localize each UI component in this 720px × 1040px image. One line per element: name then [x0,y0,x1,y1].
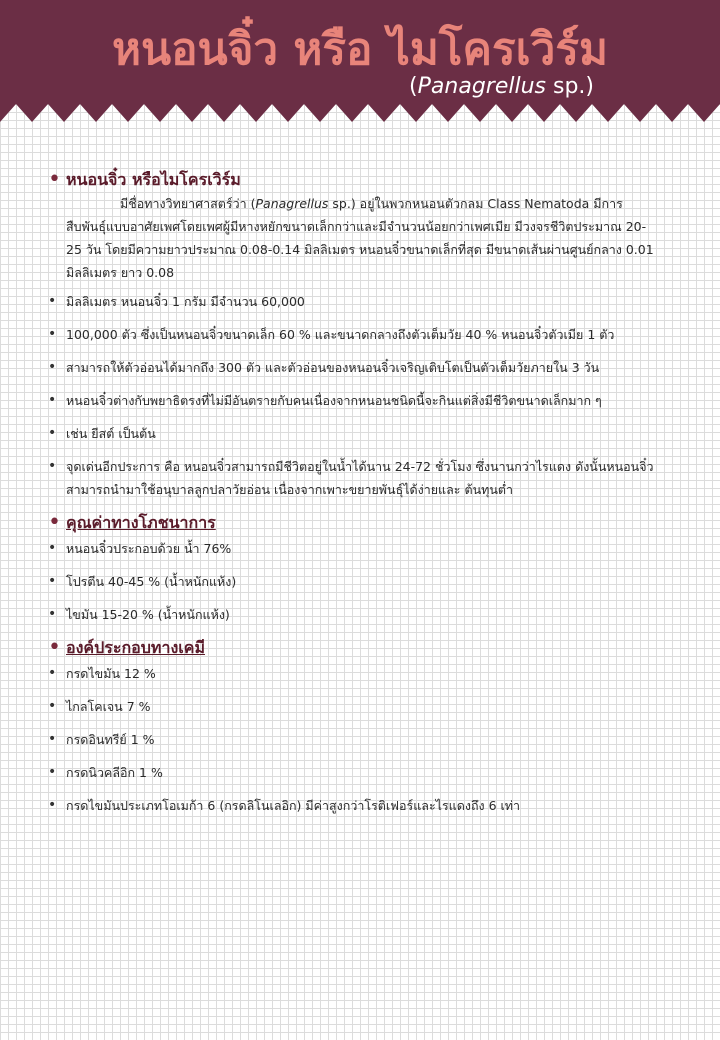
chemistry-list [48,662,658,817]
bullet-icon: • [48,540,57,556]
intro-text-b: sp.) อยู่ในพวกหนอนตัวกลม Class Nematoda มีการสืบพันธุ์แบบอาศัยเพศโดยเพศผู้มีหางหยักขนาดเล็กกว่าและมีจำนวนน้อยกว่าเพศเมีย มีวงจรชีวิตประมาณ 20-25 วัน โดยมีความยาวประมาณ 0.08-0.14 มิลลิเมตร หนอนจิ๋วขนาดเล็กที่สุด มีขนาดเส้นผ่านศูนย์กลาง 0.01 มิลลิเมตร ยาว 0.08 [66,196,654,280]
bullet-icon: • [48,392,57,408]
section-title-overview: หนอนจิ๋ว หรือไมโครเวิร์ม [66,170,241,189]
list-item [48,662,658,685]
list-item-text: สามารถให้ตัวอ่อนได้มากถึง 300 ตัว และตัวอ่อนของหนอนจิ๋วเจริญเติบโตเป็นตัวเต็มวัยภายใน 3 วัน [66,360,600,375]
section-title-nutrition: คุณค่าทางโภชนาการ [66,513,216,532]
intro-scientific-name: Panagrellus [255,196,329,211]
bullet-icon: • [48,797,57,813]
title-banner [0,0,720,122]
bullet-icon: • [48,573,57,589]
bullet-icon: • [48,665,57,681]
section-nutrition [48,511,658,626]
list-item-text: 100,000 ตัว ซึ่งเป็นหนอนจิ๋วขนาดเล็ก 60 % และขนาดกลางถึงตัวเต็มวัย 40 % หนอนจิ๋วตัวเมีย 1 ตัว [66,327,615,342]
list-item [48,695,658,718]
nutrition-list [48,537,658,626]
bullet-icon: • [48,698,57,714]
bullet-icon: • [48,606,57,622]
main-content [48,168,658,827]
list-item-text: เช่น ยีสต์ เป็นต้น [66,426,156,441]
list-item-text: หนอนจิ๋วประกอบด้วย น้ำ 76% [66,541,232,556]
list-item-text: กรดไขมันประเภทโอเมก้า 6 (กรดลิโนเลอิก) มีค่าสูงกว่าโรติเฟอร์และไรแดงถึง 6 เท่า [66,798,521,813]
bullet-icon: • [48,326,57,342]
list-item [48,761,658,784]
bullet-icon: • [48,425,57,441]
section-overview [48,168,658,501]
overview-list [48,290,658,501]
section-chemistry [48,636,658,817]
list-item-text: ไกลโคเจน 7 % [66,699,151,714]
bullet-icon: • [48,458,57,474]
list-item-text: โปรตีน 40-45 % (น้ำหนักแห้ง) [66,574,237,589]
subtitle-open-paren: ( [409,74,418,99]
section-heading [48,511,658,535]
list-item [48,389,658,412]
subtitle-scientific-name: Panagrellus [417,74,546,99]
bullet-icon: • [48,764,57,780]
section-title-chemistry: องค์ประกอบทางเคมี [66,638,205,657]
list-item-text: มิลลิเมตร หนอนจิ๋ว 1 กรัม มีจำนวน 60,000 [66,294,305,309]
list-item-text: กรดนิวคลีอิก 1 % [66,765,163,780]
list-item [48,323,658,346]
list-item [48,290,658,313]
section-heading [48,168,658,192]
list-item [48,794,658,817]
list-item-text: กรดไขมัน 12 % [66,666,156,681]
list-item [48,537,658,560]
bullet-icon: • [48,359,57,375]
section-bullet-icon: • [48,167,61,192]
page-title: หนอนจิ๋ว หรือ ไมโครเวิร์ม [112,24,608,75]
bullet-icon: • [48,731,57,747]
list-item-text: จุดเด่นอีกประการ คือ หนอนจิ๋วสามารถมีชีวิตอยู่ในน้ำได้นาน 24-72 ชั่วโมง ซึ่งนานกว่าไรแดง ดังนั้นหนอนจิ๋วสามารถนำมาใช้อนุบาลลูกปลาวัยอ่อน เนื่องจากเพาะขยายพันธุ์ได้ง่ายและ ต้นทุนต่ำ [66,459,654,497]
list-item [48,570,658,593]
section-bullet-icon: • [48,510,61,535]
list-item-text: กรดอินทรีย์ 1 % [66,732,155,747]
list-item [48,455,658,501]
intro-paragraph [66,192,658,284]
list-item [48,728,658,751]
intro-text-a: มีชื่อทางวิทยาศาสตร์ว่า ( [120,196,256,211]
list-item-text: หนอนจิ๋วต่างกับพยาธิตรงที่ไม่มีอันตรายกับคนเนื่องจากหนอนชนิดนี้จะกินแต่สิ่งมีชีวิตขนาดเล็กมาก ๆ [66,393,602,408]
list-item [48,603,658,626]
list-item [48,422,658,445]
section-heading [48,636,658,660]
bullet-icon: • [48,293,57,309]
list-item-text: ไขมัน 15-20 % (น้ำหนักแห้ง) [66,607,230,622]
page-subtitle [409,74,594,99]
subtitle-rest: sp.) [546,74,594,99]
list-item [48,356,658,379]
section-bullet-icon: • [48,635,61,660]
